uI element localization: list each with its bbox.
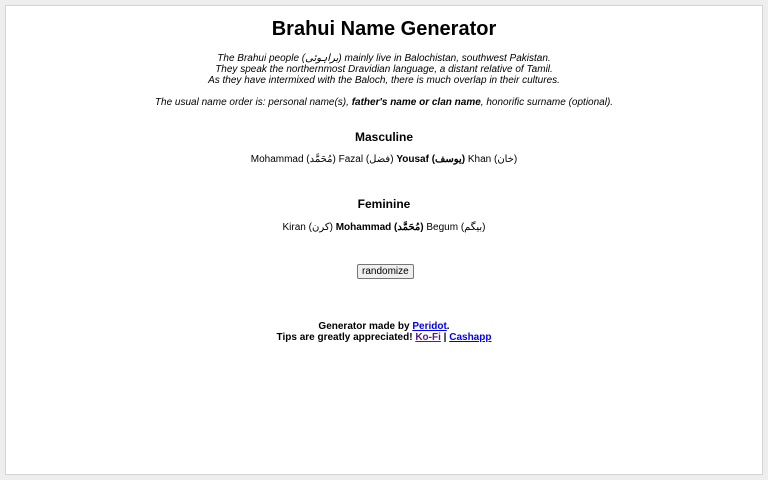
feminine-name: [6, 222, 762, 233]
generator-panel: [5, 5, 763, 475]
order-prefix: The usual name order is: personal name(s),: [154, 97, 352, 108]
masculine-name: [6, 154, 762, 165]
name-part-bold: Yousaf (یوسف): [396, 154, 466, 165]
page-title: Brahui Name Generator: [271, 18, 497, 40]
name-part: Mohammad (مُحَمَّد): [250, 154, 336, 165]
masculine-heading: Masculine: [354, 130, 414, 144]
footer: [6, 321, 762, 343]
intro-text: [6, 53, 762, 86]
name-part: Kiran (کرن): [282, 222, 333, 233]
name-part: Begum (بیگم): [426, 222, 486, 233]
author-link[interactable]: Peridot: [412, 321, 447, 332]
period: .: [446, 321, 450, 332]
made-by-text: Generator made by: [318, 321, 413, 332]
separator: |: [440, 332, 450, 343]
intro-line: As they have intermixed with the Baloch, there is much overlap in their cultures.: [208, 75, 560, 86]
tips-text: Tips are greatly appreciated!: [276, 332, 416, 343]
name-order-note: [6, 97, 762, 108]
kofi-link[interactable]: Ko-Fi: [415, 332, 441, 343]
intro-line: They speak the northernmost Dravidian language, a distant relative of Tamil.: [215, 64, 553, 75]
name-part: Khan (خان): [467, 154, 518, 165]
order-suffix: , honorific surname (optional).: [480, 97, 614, 108]
name-part-bold: Mohammad (مُحَمَّد): [335, 222, 424, 233]
feminine-heading: Feminine: [357, 197, 411, 211]
intro-line: The Brahui people (براہوئی) mainly live in Balochistan, southwest Pakistan.: [217, 53, 551, 64]
cashapp-link[interactable]: Cashapp: [449, 332, 492, 343]
name-part: Fazal (فضل): [338, 154, 394, 165]
order-bold: father's name or clan name: [351, 97, 481, 108]
randomize-button[interactable]: randomize: [357, 264, 414, 279]
